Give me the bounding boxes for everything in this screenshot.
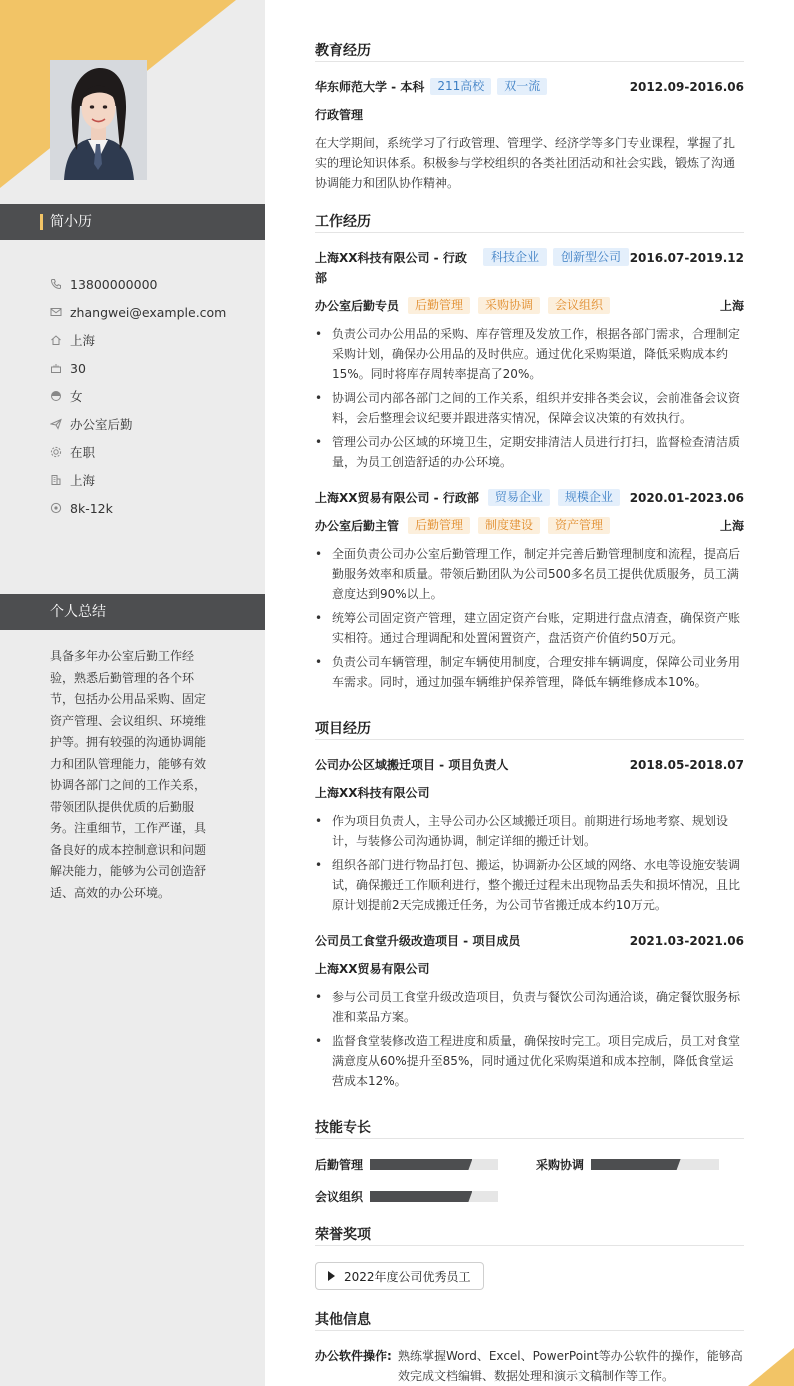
company-name: 上海XX贸易有限公司 - 行政部 <box>315 491 479 505</box>
skill-tag: 制度建设 <box>478 517 540 534</box>
avatar <box>50 60 147 180</box>
info-text: zhangwei@example.com <box>70 304 227 320</box>
gender-icon <box>50 390 62 402</box>
info-text: 女 <box>70 389 83 404</box>
info-text: 上海 <box>70 333 96 348</box>
skill-bar-fill <box>370 1191 472 1202</box>
skill-name: 后勤管理 <box>315 1158 364 1172</box>
home-icon <box>50 334 62 346</box>
contact-info-list <box>50 270 250 522</box>
list-item: • 负责公司办公用品的采购、库存管理及发放工作，根据各部门需求，合理制定采购计划，确保办公用品的及时供应。通过优化采购渠道，降低采购成本约15%。同时将库存周转率提高了20%。 <box>315 324 744 384</box>
award-item <box>315 1262 484 1290</box>
work-section-title: 工作经历 <box>315 211 744 233</box>
info-gender <box>50 382 250 410</box>
job-position: 办公室后勤主管 <box>315 519 400 533</box>
summary-title-bar <box>0 594 265 630</box>
project-bullets <box>315 987 744 1095</box>
info-age <box>50 354 250 382</box>
info-status <box>50 438 250 466</box>
job-period: 2020.01-2023.06 <box>629 490 744 505</box>
company-tag: 贸易企业 <box>488 489 550 506</box>
major-row <box>315 106 744 123</box>
job-bullets <box>315 544 744 696</box>
list-item: • 协调公司内部各部门之间的工作关系，组织并安排各类会议，会前准备会议资料，会后整理会议纪要并跟进落实情况，保障会议决策的有效执行。 <box>315 388 744 428</box>
project-header <box>315 932 744 949</box>
accent-bar <box>40 214 43 230</box>
projects-section-title: 项目经历 <box>315 718 744 740</box>
resume-title: 简小历 <box>50 214 92 230</box>
info-text: 13800000000 <box>70 276 158 292</box>
salary-icon <box>50 502 62 514</box>
education-section-title: 教育经历 <box>315 40 744 62</box>
skill-tag: 后勤管理 <box>408 297 470 314</box>
skill-bar <box>370 1191 498 1202</box>
summary-title: 个人总结 <box>50 604 106 620</box>
skill-item <box>315 1188 498 1205</box>
info-salary <box>50 494 250 522</box>
company-tag: 科技企业 <box>483 248 547 266</box>
job-position-row <box>315 297 744 314</box>
project-period: 2021.03-2021.06 <box>629 933 744 948</box>
skill-bar <box>370 1159 498 1170</box>
job-period: 2016.07-2019.12 <box>629 251 744 265</box>
skill-item <box>315 1156 498 1173</box>
education-period: 2012.09-2016.06 <box>629 79 744 94</box>
send-icon <box>50 418 62 430</box>
job-city: 上海 <box>719 299 744 313</box>
skill-bar-fill <box>591 1159 681 1170</box>
resume-title-bar <box>0 204 265 240</box>
list-item: • 全面负责公司办公室后勤管理工作，制定并完善后勤管理制度和流程，提高后勤服务效率和质量。带领后勤团队为公司500多名员工提供优质服务，员工满意度达到90%以上。 <box>315 544 744 604</box>
skill-name: 采购协调 <box>536 1158 585 1172</box>
phone-icon <box>50 278 62 290</box>
info-text: 30 <box>70 360 86 376</box>
job-header <box>315 248 744 288</box>
award-text: 2022年度公司优秀员工 <box>344 1269 471 1284</box>
info-text: 上海 <box>70 473 96 488</box>
project-period: 2018.05-2018.07 <box>629 757 744 772</box>
building-icon <box>50 474 62 486</box>
list-item: • 管理公司办公区域的环境卫生，定期安排清洁人员进行打扫，监督检查清洁质量，为员工创造舒适的办公环境。 <box>315 432 744 472</box>
project-company-row <box>315 960 744 977</box>
list-item: • 参与公司员工食堂升级改造项目，负责与餐饮公司沟通洽谈，确定餐饮服务标准和菜品方案。 <box>315 987 744 1027</box>
list-item: • 作为项目负责人，主导公司办公区域搬迁项目。前期进行场地考察、规划设计，与装修公司沟通协调，制定详细的搬迁计划。 <box>315 811 744 851</box>
list-item: • 监督食堂装修改造工程进度和质量，确保按时完工。项目完成后，员工对食堂满意度从60%提升至85%，同时通过优化采购渠道和成本控制，降低食堂运营成本12%。 <box>315 1031 744 1091</box>
project-name: 公司员工食堂升级改造项目 - 项目成员 <box>315 934 521 948</box>
info-email <box>50 298 250 326</box>
info-phone <box>50 270 250 298</box>
list-item: • 组织各部门进行物品打包、搬运，协调新办公区域的网络、水电等设施安装调试，确保搬迁工作顺利进行，整个搬迁过程未出现物品丢失和损坏情况，且比原计划提前2天完成搬迁任务，为公司节省搬迁成本约10万元。 <box>315 855 744 915</box>
company-tag: 规模企业 <box>558 489 620 506</box>
school-tag: 211高校 <box>430 78 491 95</box>
info-job-target <box>50 410 250 438</box>
school-name: 华东师范大学 - 本科 <box>315 80 425 94</box>
skill-tag: 采购协调 <box>478 297 540 314</box>
age-icon <box>50 362 62 374</box>
project-header <box>315 756 744 773</box>
project-name: 公司办公区域搬迁项目 - 项目负责人 <box>315 758 509 772</box>
skills-section-title: 技能专长 <box>315 1117 744 1139</box>
education-header <box>315 78 744 95</box>
project-company: 上海XX贸易有限公司 <box>315 962 430 976</box>
company-name: 上海XX科技有限公司 - 行政部 <box>315 251 467 285</box>
skill-bar <box>591 1159 719 1170</box>
job-bullets <box>315 324 744 476</box>
info-location <box>50 326 250 354</box>
skill-name: 会议组织 <box>315 1190 364 1204</box>
company-tag: 创新型公司 <box>553 248 629 266</box>
other-label: 办公软件操作: <box>315 1349 392 1363</box>
other-section-title: 其他信息 <box>315 1309 744 1331</box>
personal-summary: 具备多年办公室后勤工作经验，熟悉后勤管理的各个环节，包括办公用品采购、固定资产管理、会议组织、环境维护等。拥有较强的沟通协调能力和团队管理能力，能够有效协调各部门之间的工作关系，带领团队提供优质的后勤服务。注重细节，工作严谨，具备良好的成本控制意识和问题解决能力，能够为公司创造舒适、高效的办公环境。 <box>50 649 207 900</box>
info-city <box>50 466 250 494</box>
school-tag: 双一流 <box>497 78 547 95</box>
info-text: 在职 <box>70 445 96 460</box>
list-item: • 统筹公司固定资产管理，建立固定资产台账，定期进行盘点清查，确保资产账实相符。通过合理调配和处置闲置资产，盘活资产价值约50万元。 <box>315 608 744 648</box>
skill-tag: 资产管理 <box>548 517 610 534</box>
corner-decoration <box>748 1348 794 1386</box>
other-info-row <box>315 1346 744 1386</box>
status-icon <box>50 446 62 458</box>
project-company-row <box>315 784 744 801</box>
job-position: 办公室后勤专员 <box>315 299 400 313</box>
education-description: 在大学期间，系统学习了行政管理、管理学、经济学等多门专业课程，掌握了扎实的理论知识体系。积极参与学校组织的各类社团活动和社会实践，锻炼了沟通协调能力和团队协作精神。 <box>315 136 736 190</box>
job-position-row <box>315 517 744 534</box>
awards-section-title: 荣誉奖项 <box>315 1224 744 1246</box>
list-item: • 负责公司车辆管理，制定车辆使用制度，合理安排车辆调度，保障公司业务用车需求。同时，通过加强车辆维护保养管理，降低车辆维修成本10%。 <box>315 652 744 692</box>
play-icon <box>328 1271 335 1281</box>
mail-icon <box>50 306 62 318</box>
info-text: 办公室后勤 <box>70 417 133 432</box>
skill-item <box>536 1156 719 1173</box>
skill-tag: 会议组织 <box>548 297 610 314</box>
info-text: 8k-12k <box>70 500 113 516</box>
major: 行政管理 <box>315 108 364 122</box>
skill-tag: 后勤管理 <box>408 517 470 534</box>
project-bullets <box>315 811 744 919</box>
sidebar <box>0 0 265 1386</box>
project-company: 上海XX科技有限公司 <box>315 786 430 800</box>
job-city: 上海 <box>719 519 744 533</box>
skill-bar-fill <box>370 1159 472 1170</box>
job-header <box>315 489 744 506</box>
other-text: 熟练掌握Word、Excel、PowerPoint等办公软件的操作，能够高效完成文档编辑、数据处理和演示文稿制作等工作。 <box>398 1349 743 1383</box>
